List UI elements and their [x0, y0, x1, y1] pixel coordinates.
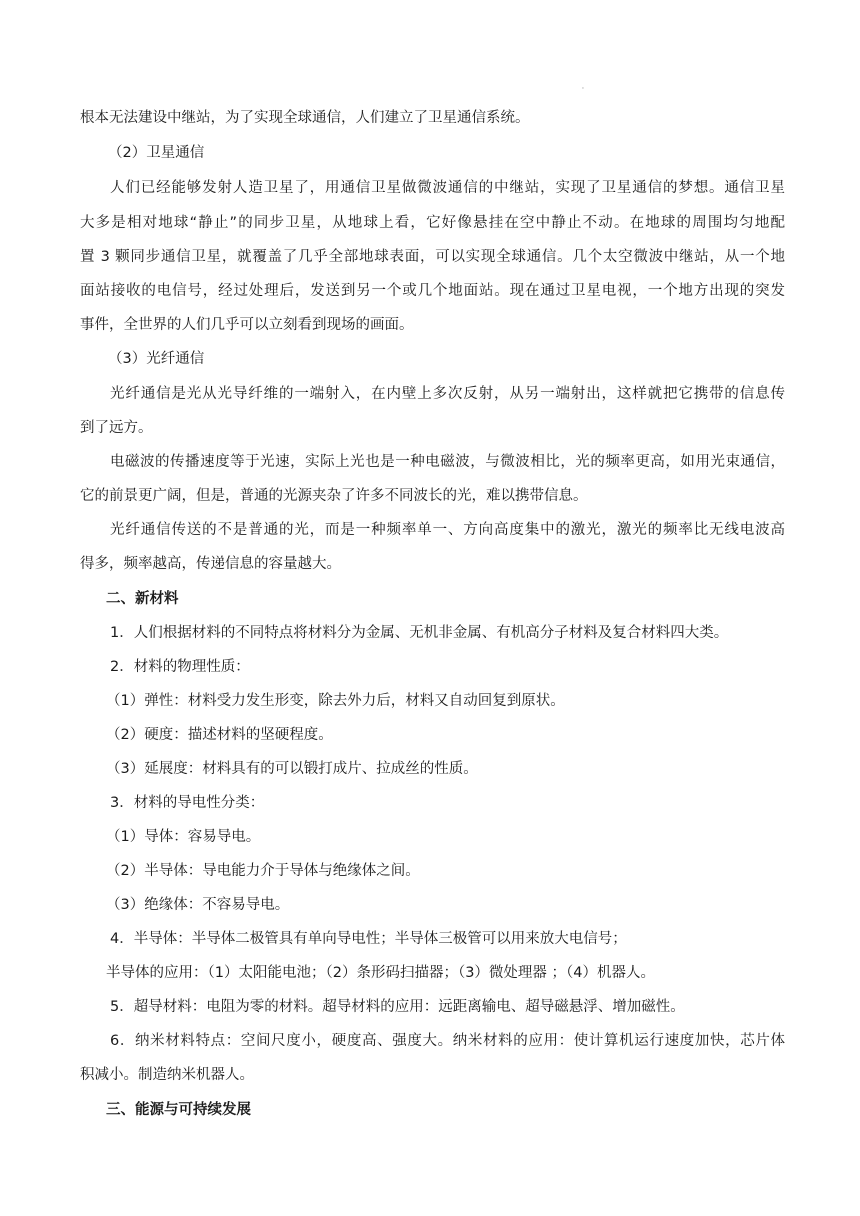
- text-line: 2．材料的物理性质：: [110, 659, 250, 675]
- text-line: （1）导体：容易导电。: [106, 829, 261, 845]
- subheading-fiber: （3）光纤通信: [108, 351, 205, 367]
- text-line: 它的前景更广阔，但是，普通的光源夹杂了许多不同波长的光，难以携带信息。: [80, 488, 588, 504]
- text-line: 人们已经能够发射人造卫星了，用通信卫星做微波通信的中继站，实现了卫星通信的梦想。通信卫星: [110, 180, 785, 196]
- text-line: 4．半导体：半导体二极管具有单向导电性；半导体三极管可以用来放大电信号；: [110, 931, 627, 947]
- text-line: 电磁波的传播速度等于光速，实际上光也是一种电磁波，与微波相比，光的频率更高，如用光束通信，: [110, 454, 785, 470]
- section-heading-energy: 三、能源与可持续发展: [106, 1102, 251, 1118]
- section-heading-materials: 二、新材料: [106, 591, 179, 607]
- text-line: （3）绝缘体：不容易导电。: [106, 897, 290, 913]
- text-line: 大多是相对地球“静止”的同步卫星，从地球上看，它好像悬挂在空中静止不动。在地球的周围均匀地配: [80, 215, 785, 231]
- text-line: 积减小。制造纳米机器人。: [80, 1067, 254, 1083]
- page-mark: ': [582, 86, 584, 94]
- text-line: 1．人们根据材料的不同特点将材料分为金属、无机非金属、有机高分子材料及复合材料四大类。: [110, 625, 729, 641]
- text-line: 光纤通信是光从光导纤维的一端射入，在内壁上多次反射，从另一端射出，这样就把它携带的信息传: [110, 386, 785, 402]
- text-line: （2）硬度：描述材料的坚硬程度。: [106, 727, 333, 743]
- text-line: 面站接收的电信号，经过处理后，发送到另一个或几个地面站。现在通过卫星电视，一个地方出现的突发: [80, 283, 785, 299]
- text-line: 半导体的应用：（1）太阳能电池；（2）条形码扫描器；（3）微处理器 ；（4）机器人。: [106, 965, 656, 981]
- text-line: （3）延展度：材料具有的可以锻打成片、拉成丝的性质。: [106, 761, 478, 777]
- text-line: 6．纳米材料特点：空间尺度小，硬度高、强度大。纳米材料的应用：使计算机运行速度加快，芯片体: [110, 1033, 785, 1049]
- subheading-satellite: （2）卫星通信: [108, 145, 205, 161]
- text-line: 光纤通信传送的不是普通的光，而是一种频率单一、方向高度集中的激光，激光的频率比无线电波高: [110, 522, 785, 538]
- text-line: 5．超导材料：电阻为零的材料。超导材料的应用：远距离输电、超导磁悬浮、增加磁性。: [110, 999, 685, 1015]
- text-line: 根本无法建设中继站，为了实现全球通信，人们建立了卫星通信系统。: [80, 110, 530, 126]
- text-line: （2）半导体：导电能力介于导体与绝缘体之间。: [106, 863, 420, 879]
- text-line: （1）弹性：材料受力发生形变，除去外力后，材料又自动回复到原状。: [106, 693, 565, 709]
- text-line: 得多，频率越高，传递信息的容量越大。: [80, 556, 341, 572]
- text-line: 3．材料的导电性分类：: [110, 795, 265, 811]
- text-line: 事件，全世界的人们几乎可以立刻看到现场的画面。: [80, 317, 414, 333]
- text-line: 到了远方。: [80, 420, 153, 436]
- text-line: 置 3 颗同步通信卫星，就覆盖了几乎全部地球表面，可以实现全球通信。几个太空微波中继站，从一个地: [80, 249, 785, 265]
